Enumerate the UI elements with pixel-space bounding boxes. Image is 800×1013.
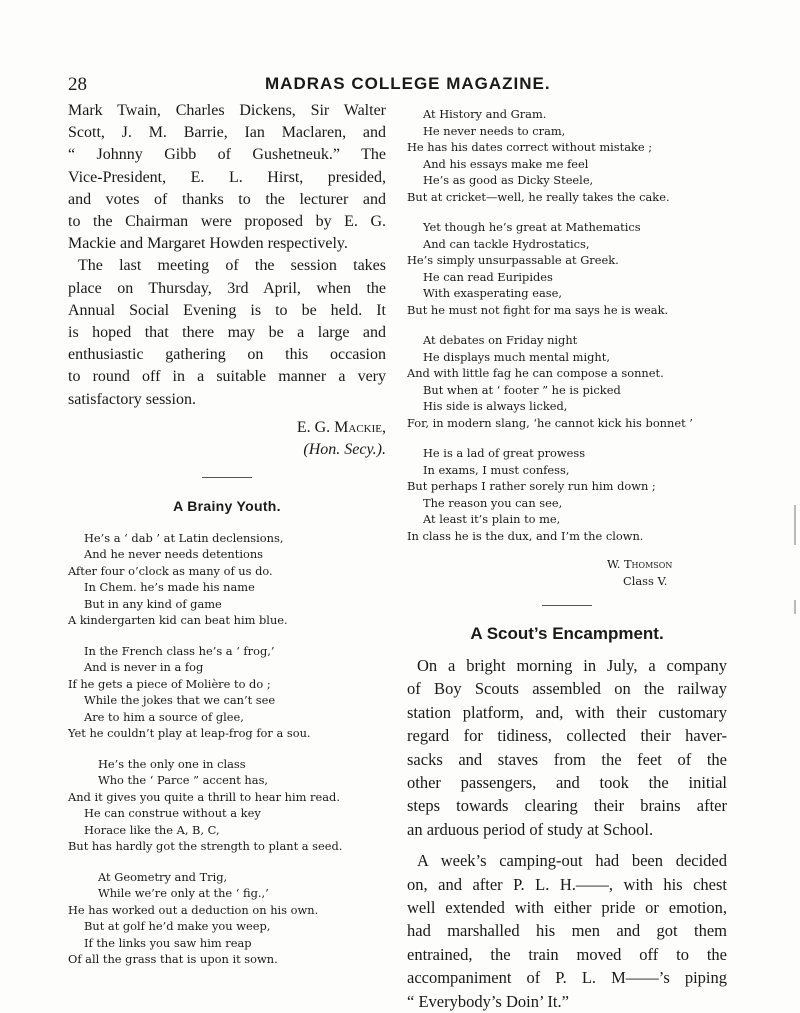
poem-line: But perhaps I rather sorely run him down ;	[407, 479, 656, 493]
poem-line: While the jokes that we can’t see	[84, 693, 276, 708]
poem-line: In class he is the dux, and I’m the clown.	[407, 528, 644, 543]
text-line: to round off in a suitable manner a very	[68, 368, 386, 386]
poem-title: A Brainy Youth.	[173, 497, 281, 514]
poem-line: In Chem. he’s made his name	[84, 580, 255, 595]
poem-line: Of all the grass that is upon it sown.	[68, 952, 278, 967]
text-line: place on Thursday, 3rd April, when the	[68, 279, 386, 297]
text-line: The last meeting of the session takes	[78, 257, 386, 275]
poem-stanza	[68, 756, 386, 855]
article-paragraph-2	[407, 849, 727, 1013]
text-line: accompaniment of P. L. M——’s piping	[407, 968, 727, 988]
scan-edge-mark	[794, 505, 796, 545]
poem-line: In exams, I must confess,	[423, 462, 570, 477]
poem-line: He is a lad of great prowess	[423, 446, 586, 460]
poem-line: He’s as good as Dicky Steele,	[423, 173, 594, 187]
text-line: enthusiastic gathering on this occasion	[68, 346, 386, 364]
poem-line: Yet though he’s great at Mathematics	[423, 220, 641, 234]
poem-line: His side is always licked,	[423, 399, 568, 413]
text-line: on, and after P. L. H.——, with his chest	[407, 874, 727, 894]
section-divider	[542, 605, 592, 606]
poem-line: He’s simply unsurpassable at Greek.	[407, 253, 619, 267]
poem-line: And can tackle Hydrostatics,	[423, 236, 590, 251]
poem-author-class: Class V.	[623, 573, 668, 588]
text-line: Mackie and Margaret Howden respectively.	[68, 235, 348, 253]
poem-line: He can read Euripides	[423, 269, 553, 284]
left-column	[68, 100, 386, 982]
text-line: other passengers, and took the initial	[407, 773, 727, 793]
text-line: sacks and staves from the feet of the	[407, 749, 727, 769]
text-line: Vice-President, E. L. Hirst, presided,	[68, 168, 386, 186]
signature-role: (Hon. Secy.).	[303, 440, 386, 458]
poem-line: But at cricket—well, he really takes the cake.	[407, 189, 670, 204]
article-paragraph-1	[407, 654, 727, 841]
poem-stanza	[407, 332, 727, 431]
poem-line: And his essays make me feel	[423, 156, 589, 171]
poem-line: At History and Gram.	[423, 107, 547, 121]
poem-line: He has his dates correct without mistake ;	[407, 140, 653, 154]
poem-line: Are to him a source of glee,	[84, 709, 244, 724]
poem-author: W. Thomson	[607, 557, 673, 571]
article	[407, 624, 727, 1013]
poem-part-2	[407, 106, 727, 544]
section-divider	[202, 477, 252, 478]
poem-signature	[407, 556, 727, 589]
poem-stanza	[68, 643, 386, 742]
poem-part-1	[68, 530, 386, 968]
poem-line: A kindergarten kid can beat him blue.	[68, 613, 288, 628]
text-line: station platform, and, with their customary	[407, 702, 727, 722]
page-number: 28	[68, 74, 87, 95]
poem-line: For, in modern slang, ‘he cannot kick his bonnet ’	[407, 415, 693, 430]
poem-line: But in any kind of game	[84, 596, 222, 611]
poem-line: If he gets a piece of Molière to do ;	[68, 676, 271, 691]
poem-line: The reason you can see,	[423, 495, 563, 510]
poem-line: He never needs to cram,	[423, 123, 566, 138]
report-text	[68, 100, 386, 411]
poem-stanza	[68, 869, 386, 968]
text-line: Scott, J. M. Barrie, Ian Maclaren, and	[68, 124, 386, 142]
right-column	[407, 106, 727, 1013]
poem-line: But he must not fight for ma says he is weak.	[407, 302, 669, 317]
poem-line: With exasperating ease,	[423, 286, 562, 300]
poem-line: He’s the only one in class	[98, 756, 246, 771]
poem-line: If the links you saw him reap	[84, 935, 252, 950]
poem-line: And with little fag he can compose a sonnet.	[407, 366, 664, 380]
poem-stanza	[407, 106, 727, 205]
article-title: A Scout’s Encampment.	[470, 624, 664, 643]
report-signature	[68, 417, 386, 461]
poem-line: Yet he couldn’t play at leap-frog for a sou.	[68, 726, 311, 741]
text-line: entrained, the train moved off to the	[407, 944, 727, 964]
poem-line: And he never needs detentions	[84, 547, 264, 562]
poem-line: Who the ‘ Parce ” accent has,	[98, 773, 269, 788]
text-line: steps towards clearing their brains after	[407, 796, 727, 816]
text-line: Mark Twain, Charles Dickens, Sir Walter	[68, 102, 386, 119]
poem-stanza	[68, 530, 386, 629]
poem-line: At least it’s plain to me,	[423, 512, 561, 526]
text-line: of Boy Scouts assembled on the railway	[407, 679, 727, 699]
text-line: satisfactory session.	[68, 390, 196, 408]
text-line: On a bright morning in July, a company	[417, 656, 727, 675]
poem-line: After four o’clock as many of us do.	[68, 563, 273, 578]
poem-line: But has hardly got the strength to plant a seed.	[68, 839, 343, 854]
text-line: is hoped that there may be a large and	[68, 324, 386, 342]
poem-line: He has worked out a deduction on his own.	[68, 902, 319, 917]
poem-line: He can construe without a key	[84, 806, 261, 821]
poem-line: He displays much mental might,	[423, 349, 610, 364]
poem-stanza	[407, 219, 727, 318]
poem-line: At Geometry and Trig,	[98, 869, 228, 884]
poem-line: And it gives you quite a thrill to hear him read.	[68, 789, 340, 804]
poem-line: But when at ‘ footer ” he is picked	[423, 382, 621, 397]
text-line: “ Everybody’s Doin’ It.”	[407, 991, 569, 1011]
running-title: MADRAS COLLEGE MAGAZINE.	[265, 74, 551, 93]
poem-line: He’s a ‘ dab ’ at Latin declensions,	[84, 530, 284, 545]
text-line: A week’s camping-out had been decided	[417, 851, 727, 871]
signature-name: E. G. Mackie,	[296, 418, 386, 436]
poem-stanza	[407, 445, 727, 544]
scan-edge-mark	[794, 600, 796, 614]
text-line: well extended with either pride or emotion,	[407, 898, 727, 918]
poem-line: In the French class he’s a ‘ frog,’	[84, 643, 275, 658]
poem-line: At debates on Friday night	[423, 333, 578, 347]
poem-line: Horace like the A, B, C,	[84, 822, 220, 837]
text-line: and votes of thanks to the lecturer and	[68, 190, 386, 208]
text-line: had marshalled his men and got them	[407, 921, 727, 941]
poem-line: While we’re only at the ‘ fig.,’	[98, 886, 269, 901]
text-line: an arduous period of study at School.	[407, 819, 654, 839]
text-line: regard for tidiness, collected their haver-	[407, 726, 727, 746]
poem-line: And is never in a fog	[84, 660, 204, 675]
text-line: Annual Social Evening is to be held. It	[68, 301, 386, 319]
text-line: to the Chairman were proposed by E. G.	[68, 213, 386, 231]
text-line: “ Johnny Gibb of Gushetneuk.” The	[68, 146, 386, 164]
poem-line: But at golf he’d make you weep,	[84, 919, 271, 934]
